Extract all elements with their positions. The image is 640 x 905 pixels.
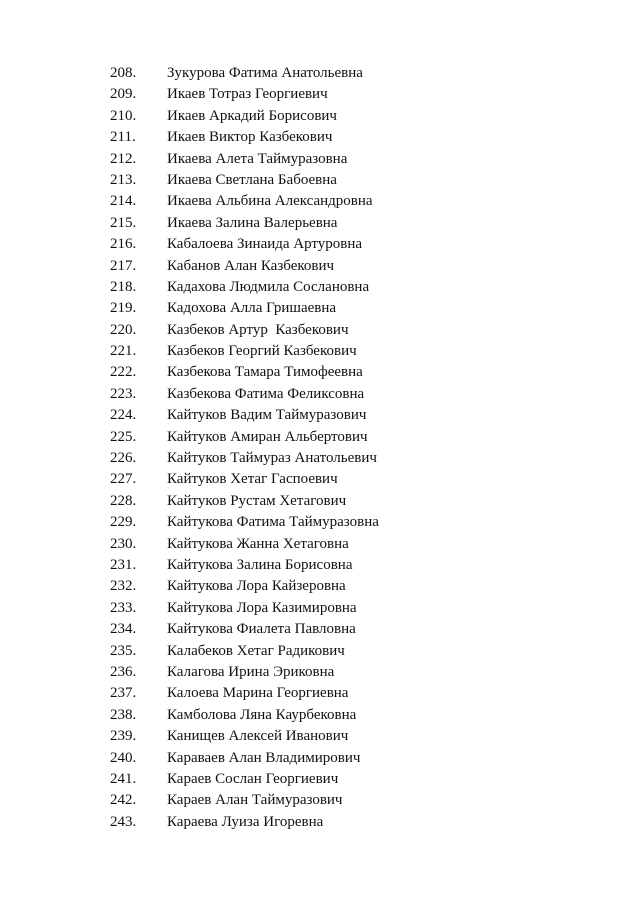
entry-number: 219. [110,300,137,317]
list-item [110,84,379,105]
entry-name: Кадохова Алла Гришаевна [167,300,337,317]
list-item [110,234,379,255]
list-item [110,469,379,490]
entry-number: 224. [110,407,137,424]
entry-name: Кайтукова Фиалета Павловна [167,621,356,638]
list-item [110,619,379,640]
entry-name: Караваев Алан Владимирович [167,749,361,766]
list-item [110,213,379,234]
entry-name: Кайтукова Залина Борисовна [167,556,353,573]
list-item [110,683,379,704]
entry-name: Икаев Аркадий Борисович [167,107,337,124]
entry-name: Калоева Марина Георгиевна [167,685,349,702]
list-item [110,63,379,84]
list-item [110,491,379,512]
entry-name: Казбеков Артур Казбекович [167,321,349,338]
list-item [110,555,379,576]
list-item [110,106,379,127]
entry-number: 242. [110,792,137,809]
entry-number: 217. [110,257,137,274]
list-item [110,812,379,833]
entry-number: 223. [110,385,137,402]
entry-name: Кайтуков Рустам Хетагович [167,492,347,509]
entry-name: Икаева Альбина Александровна [167,193,373,210]
entry-name: Икаев Тотраз Георгиевич [167,86,328,103]
list-item [110,405,379,426]
entry-number: 232. [110,578,137,595]
entry-name: Кайтуков Хетаг Гаспоевич [167,471,338,488]
entry-number: 230. [110,535,137,552]
entry-name: Икаева Алета Таймуразовна [167,150,348,167]
list-item [110,748,379,769]
list-item [110,576,379,597]
entry-number: 221. [110,343,137,360]
entry-number: 234. [110,621,137,638]
entry-number: 220. [110,321,137,338]
entry-number: 233. [110,599,137,616]
list-item [110,384,379,405]
list-item [110,598,379,619]
list-item [110,534,379,555]
list-item [110,512,379,533]
entry-name: Икаева Светлана Бабоевна [167,171,337,188]
entry-name: Кайтукова Фатима Таймуразовна [167,514,379,531]
list-item [110,127,379,148]
list-item [110,320,379,341]
entry-name: Казбекова Тамара Тимофеевна [167,364,363,381]
list-item [110,641,379,662]
list-item [110,277,379,298]
entry-name: Кайтукова Лора Казимировна [167,599,357,616]
entry-name: Калабеков Хетаг Радикович [167,642,345,659]
entry-name: Кайтуков Таймураз Анатольевич [167,450,377,467]
name-list [110,63,379,833]
entry-number: 210. [110,107,137,124]
entry-number: 226. [110,450,137,467]
entry-number: 231. [110,556,137,573]
entry-number: 216. [110,236,137,253]
list-item [110,790,379,811]
entry-name: Кабанов Алан Казбекович [167,257,335,274]
entry-number: 228. [110,492,137,509]
list-item [110,362,379,383]
entry-number: 225. [110,428,137,445]
entry-name: Кайтуков Амиран Альбертович [167,428,368,445]
entry-number: 227. [110,471,137,488]
entry-number: 213. [110,171,137,188]
list-item [110,726,379,747]
entry-number: 240. [110,749,137,766]
entry-number: 235. [110,642,137,659]
entry-name: Кадахова Людмила Сослановна [167,278,370,295]
list-item [110,170,379,191]
entry-name: Казбеков Георгий Казбекович [167,343,357,360]
entry-name: Кайтукова Жанна Хетаговна [167,535,349,552]
entry-number: 229. [110,514,137,531]
entry-number: 222. [110,364,137,381]
list-item [110,149,379,170]
entry-number: 241. [110,770,137,787]
entry-number: 215. [110,214,137,231]
list-item [110,448,379,469]
entry-name: Кайтукова Лора Кайзеровна [167,578,346,595]
entry-name: Караев Сослан Георгиевич [167,770,339,787]
entry-name: Казбекова Фатима Феликсовна [167,385,365,402]
list-item [110,191,379,212]
list-item [110,705,379,726]
entry-name: Кабалоева Зинаида Артуровна [167,236,363,253]
entry-number: 209. [110,86,137,103]
entry-name: Кайтуков Вадим Таймуразович [167,407,367,424]
entry-name: Зукурова Фатима Анатольевна [167,65,363,81]
entry-name: Икаев Виктор Казбекович [167,129,333,146]
entry-number: 238. [110,706,137,723]
entry-name: Караева Луиза Игоревна [167,813,324,830]
list-item [110,769,379,790]
list-item [110,341,379,362]
entry-number: 239. [110,728,137,745]
list-item [110,662,379,683]
entry-name: Икаева Залина Валерьевна [167,214,338,231]
entry-number: 237. [110,685,137,702]
entry-name: Караев Алан Таймуразович [167,792,343,809]
entry-number: 243. [110,813,137,830]
list-item [110,298,379,319]
entry-number: 214. [110,193,137,210]
entry-number: 208. [110,65,137,81]
entry-number: 211. [110,129,136,146]
entry-name: Камболова Ляна Каурбековна [167,706,357,723]
entry-number: 218. [110,278,137,295]
list-item [110,256,379,277]
entry-name: Канищев Алексей Иванович [167,728,349,745]
list-item [110,427,379,448]
entry-name: Калагова Ирина Эриковна [167,663,335,680]
entry-number: 212. [110,150,137,167]
entry-number: 236. [110,663,137,680]
